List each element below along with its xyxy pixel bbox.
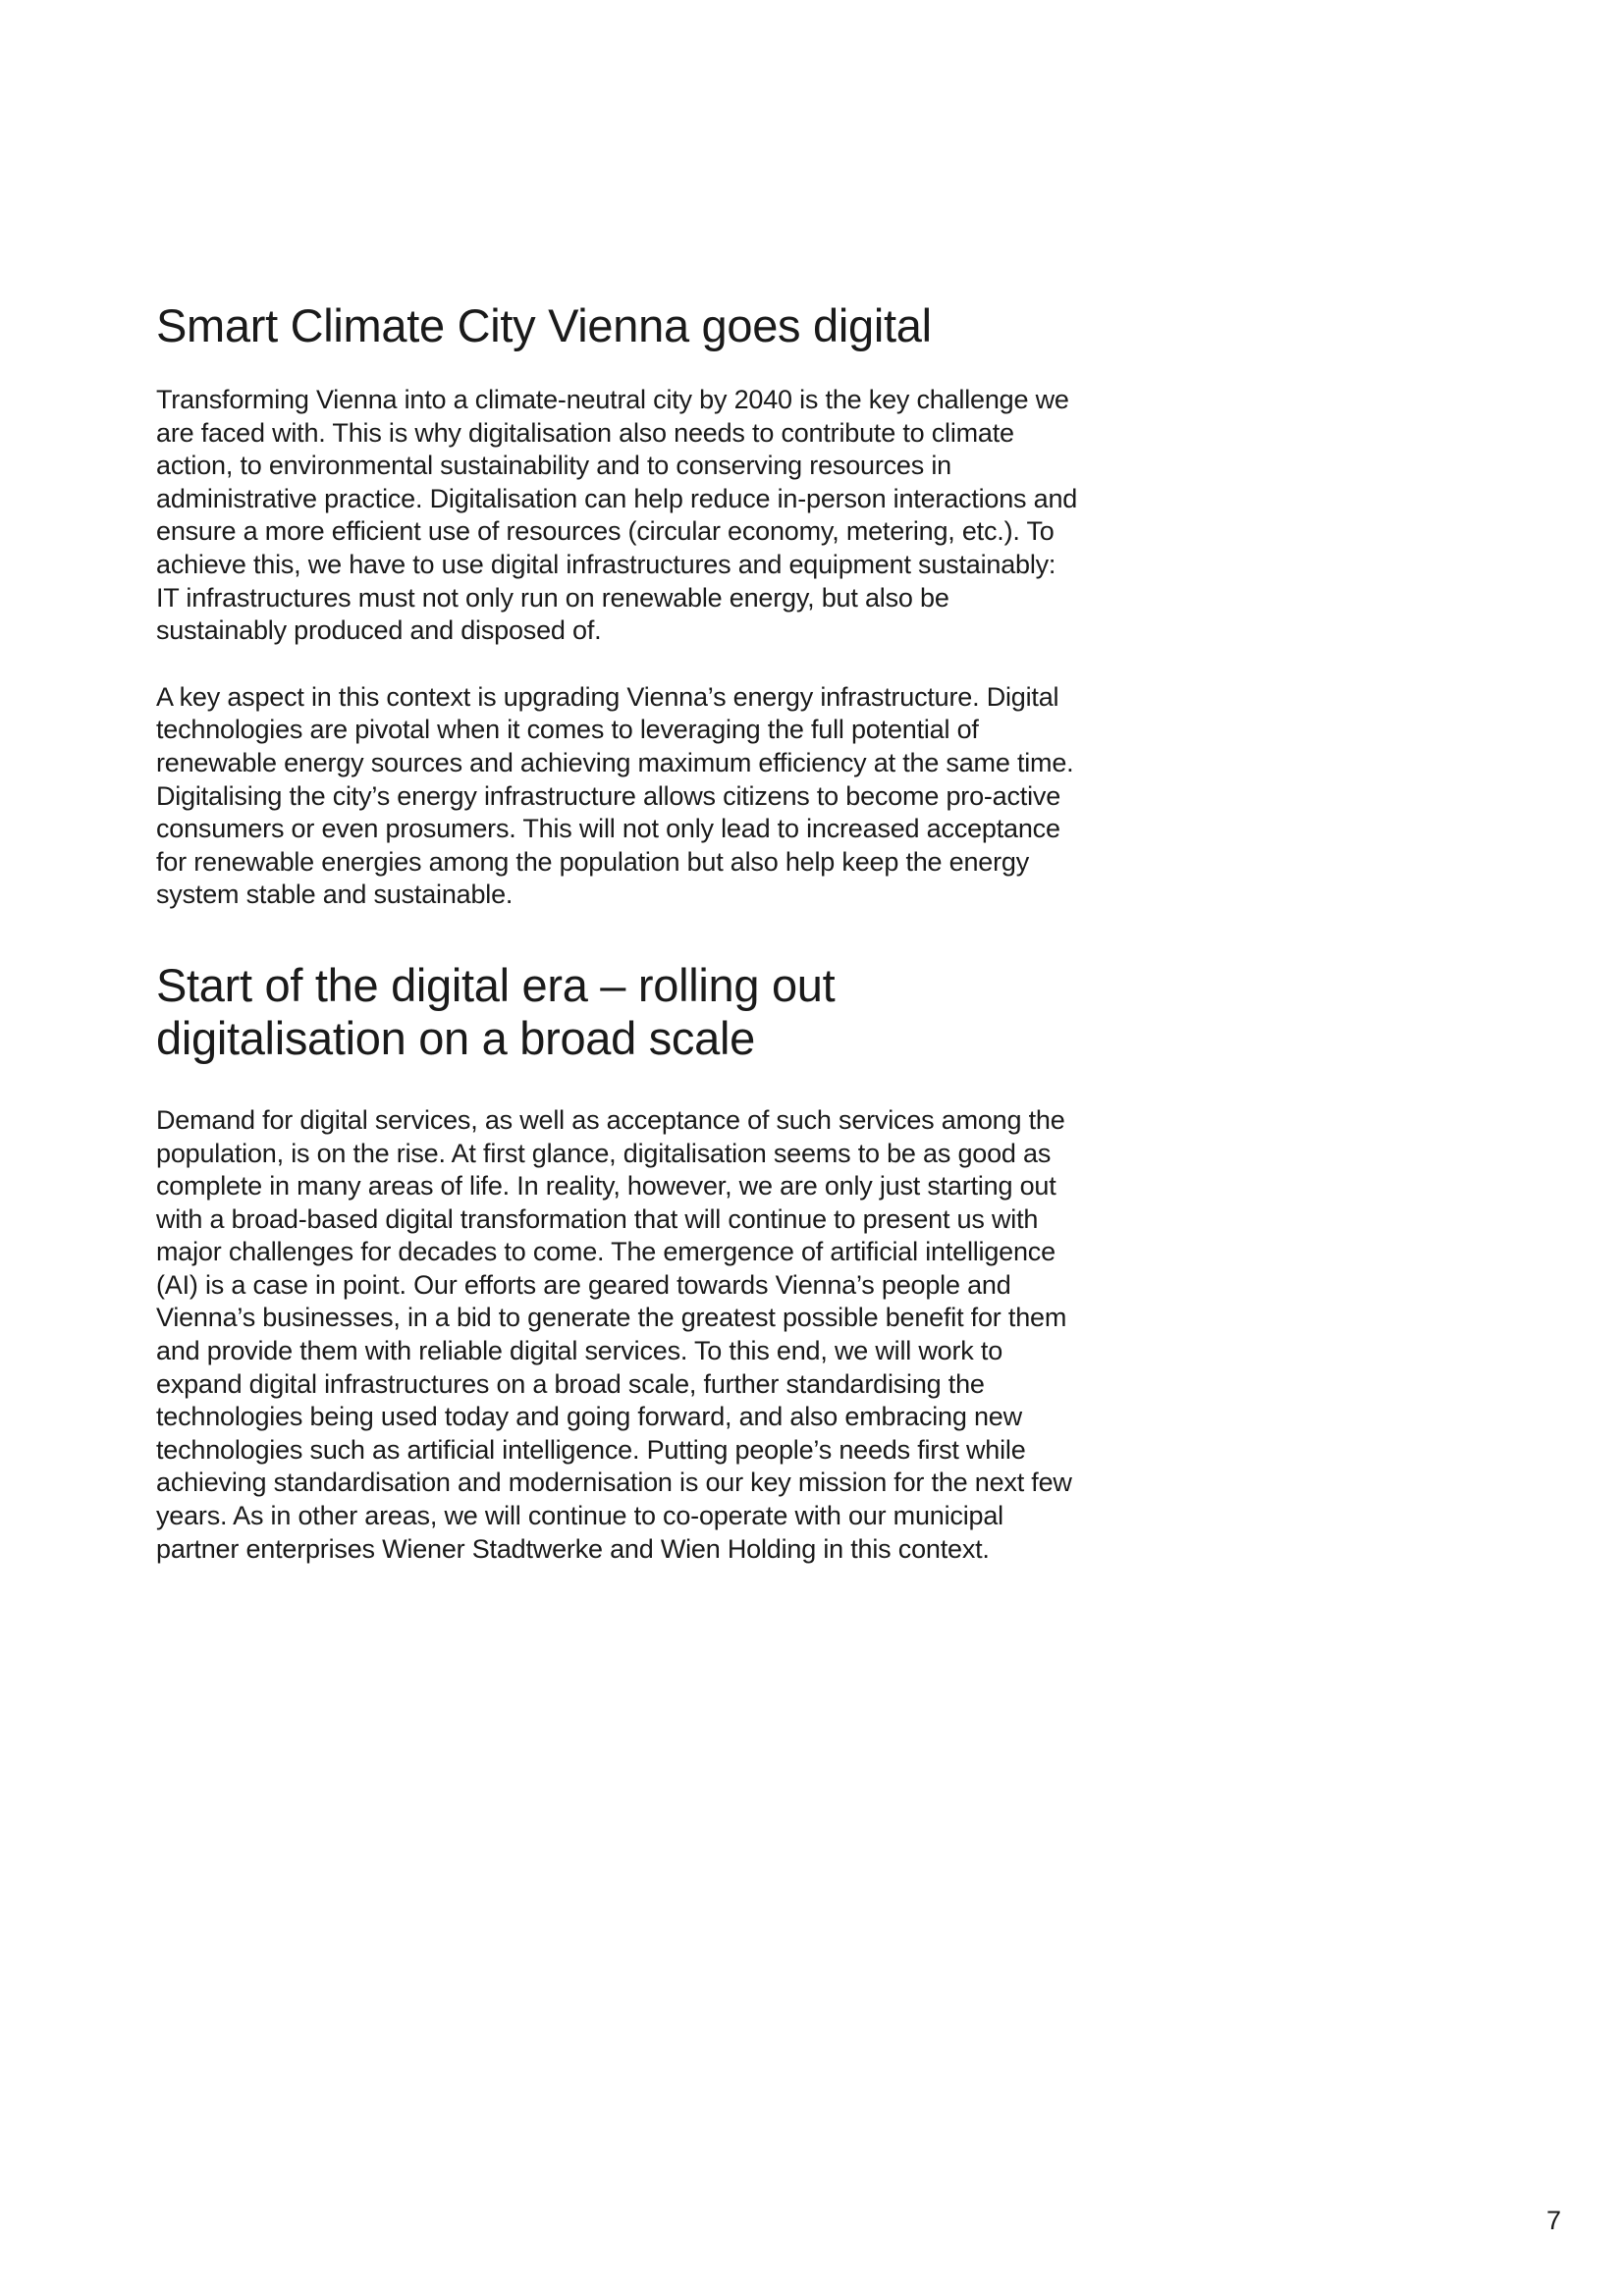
document-page bbox=[156, 299, 1084, 1566]
body-paragraph: A key aspect in this context is upgrading Vienna’s energy infrastructure. Digital technologies are pivotal when it comes to leveraging the full potential of renewable energy sources and achieving maximum efficiency at the same time. Digitalising the city’s energy infrastructure allows citizens to become pro-active consumers or even prosumers. This will not only lead to increased acceptance for renewable energies among the population but also help keep the energy system stable and sustainable. bbox=[156, 681, 1074, 910]
section-digital-era bbox=[156, 959, 1084, 1566]
page-number: 7 bbox=[1545, 2206, 1561, 2235]
body-paragraph: Transforming Vienna into a climate-neutral city by 2040 is the key challenge we are faced with. This is why digitalisation also needs to contribute to climate action, to environmental sustainability and to conserving resources in administrative practice. Digitalisation can help reduce in-person interactions and ensure a more efficient use of resources (circular economy, metering, etc.). To achieve this, we have to use digital infrastructures and equipment sustainably: IT infrastructures must not only run on renewable energy, but also be sustainably produced and disposed of. bbox=[156, 385, 1078, 646]
section-heading: Smart Climate City Vienna goes digital bbox=[156, 299, 932, 351]
body-paragraph: Demand for digital services, as well as acceptance of such services among the population, is on the rise. At first glance, digitalisation seems to be as good as complete in many areas of life. In reality, however, we are only just starting out with a broad-based digital transformation that will continue to present us with major challenges for decades to come. The emergence of artificial intelligence (AI) is a case in point. Our efforts are geared towards Vienna’s people and Vienna’s businesses, in a bid to generate the greatest possible benefit for them and provide them with reliable digital services. To this end, we will work to expand digital infrastructures on a broad scale, further standardising the technologies being used today and going forward, and also embracing new technologies such as artificial intelligence. Putting people’s needs first while achieving standardisation and modernisation is our key mission for the next few years. As in other areas, we will continue to co-operate with our municipal partner enterprises Wiener Stadtwerke and Wien Holding in this context. bbox=[156, 1104, 1072, 1564]
section-smart-climate-city bbox=[156, 299, 1084, 912]
section-heading: Start of the digital era – rolling out digitalisation on a broad scale bbox=[156, 958, 836, 1064]
